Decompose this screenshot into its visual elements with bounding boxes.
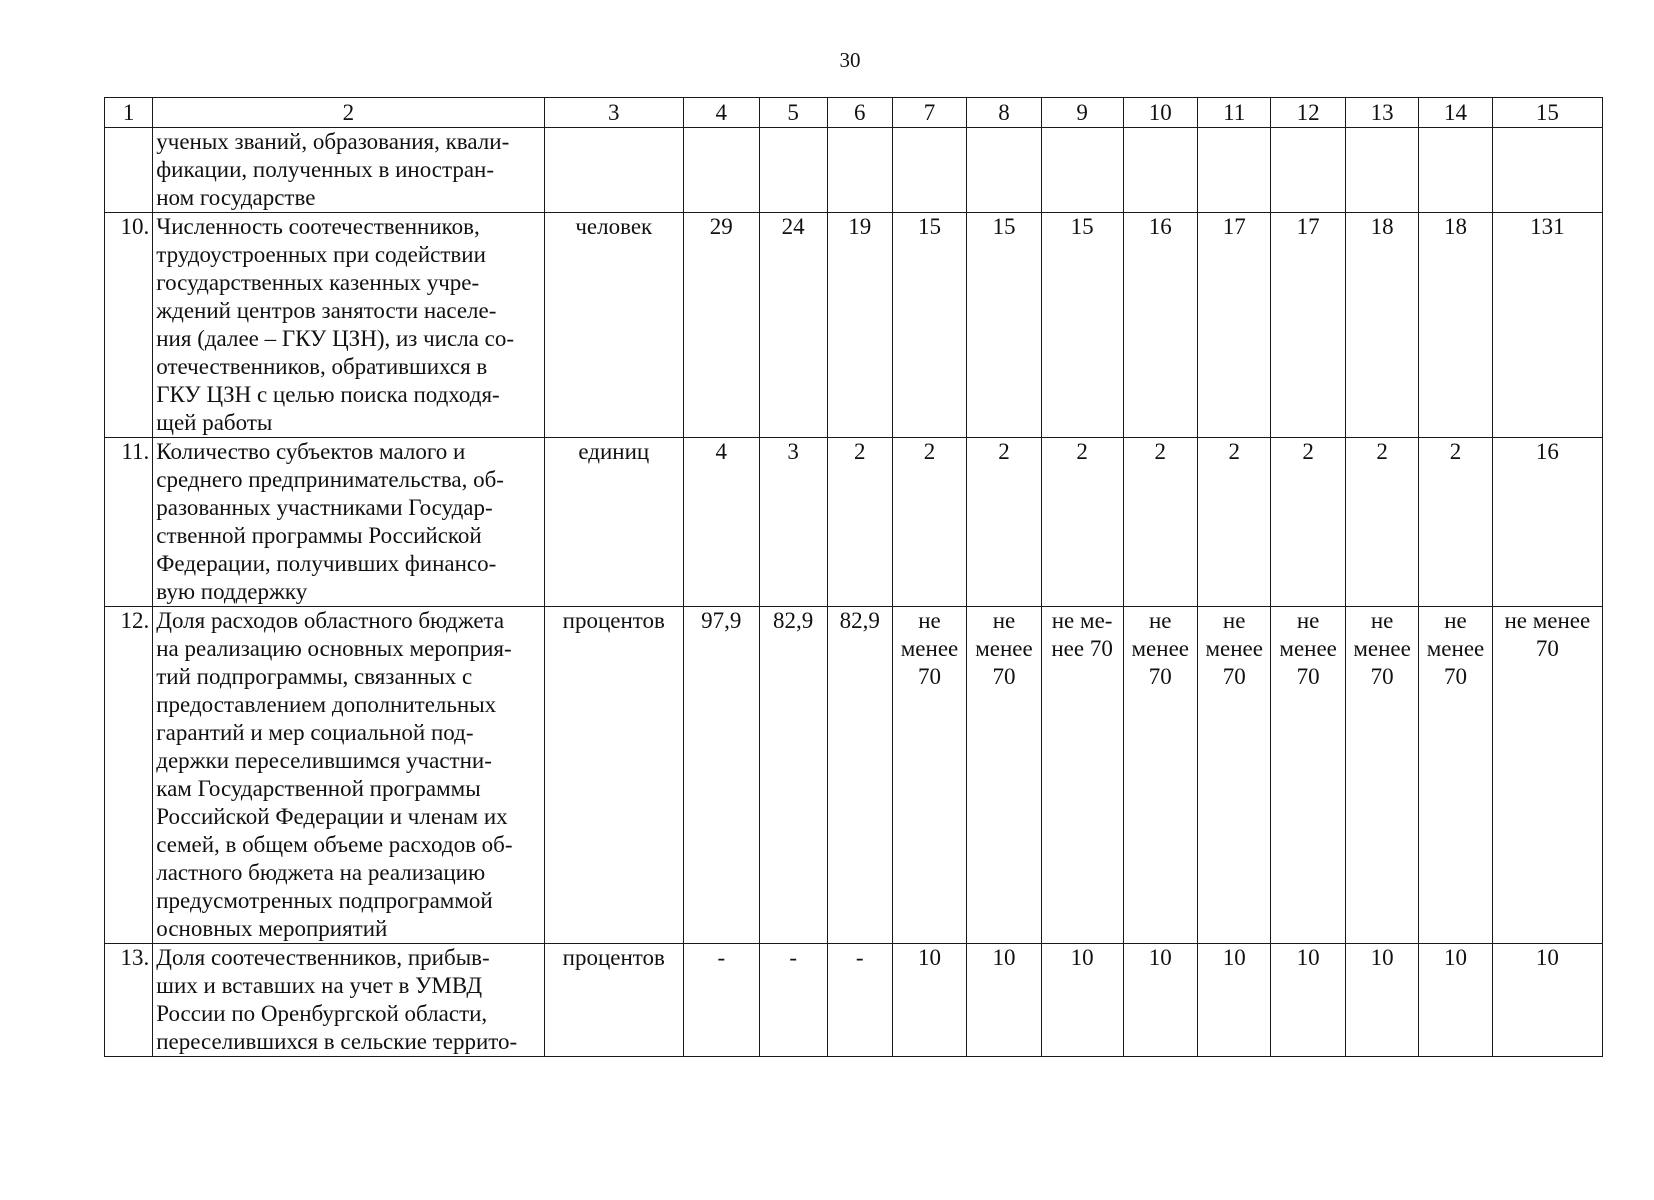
value-cell: 15 <box>1041 213 1123 438</box>
value-cell: 16 <box>1123 213 1197 438</box>
unit-cell: процентов <box>544 607 684 944</box>
value-cell: не менее 70 <box>1345 607 1418 944</box>
value-cell <box>1197 128 1270 213</box>
column-header: 3 <box>544 98 684 128</box>
value-cell: не менее 70 <box>892 607 966 944</box>
value-cell <box>1345 128 1418 213</box>
value-cell: не менее 70 <box>1123 607 1197 944</box>
value-cell: 2 <box>967 438 1041 607</box>
value-cell: 2 <box>1041 438 1123 607</box>
value-cell: 2 <box>1271 438 1345 607</box>
column-header: 2 <box>153 98 544 128</box>
indicator-name: ученых званий, образования, квали- фикации, полученных в иностран- ном государстве <box>153 128 544 213</box>
column-header: 1 <box>105 98 153 128</box>
value-cell: 18 <box>1345 213 1418 438</box>
column-header: 10 <box>1123 98 1197 128</box>
indicator-name: Количество субъектов малого и среднего предпринимательства, об- разованных участниками Государ- ственной программы Российской Федерации, получивших финансо- вую поддержку <box>153 438 544 607</box>
indicator-name: Доля расходов областного бюджета на реализацию основных мероприя- тий подпрограммы, связанных с предоставлением дополнительных гарантий и мер социальной под- держки переселившимся участни- кам Государственной программы Российской Федерации и членам их семей, в общем объеме расходов об- ластного бюджета на реализацию предусмотренных подпрограммой основных мероприятий <box>153 607 544 944</box>
value-cell: - <box>827 944 892 1057</box>
value-cell: 10 <box>892 944 966 1057</box>
unit-cell: человек <box>544 213 684 438</box>
indicator-name: Численность соотечественников, трудоустроенных при содействии государственных казенных учре- ждений центров занятости населе- ния (далее – ГКУ ЦЗН), из числа со- отечественников, обратившихся в ГКУ ЦЗН с целью поиска подходя- щей работы <box>153 213 544 438</box>
value-cell <box>827 128 892 213</box>
value-cell: 2 <box>1419 438 1492 607</box>
unit-cell <box>544 128 684 213</box>
column-header: 9 <box>1041 98 1123 128</box>
row-number: 10. <box>105 213 153 438</box>
value-cell: 15 <box>892 213 966 438</box>
page-number: 30 <box>839 48 861 72</box>
value-cell: 97,9 <box>684 607 760 944</box>
column-header: 6 <box>827 98 892 128</box>
unit-cell: единиц <box>544 438 684 607</box>
column-header: 7 <box>892 98 966 128</box>
value-cell <box>1492 128 1602 213</box>
value-cell: 16 <box>1492 438 1602 607</box>
value-cell: 2 <box>827 438 892 607</box>
value-cell: 3 <box>759 438 827 607</box>
value-cell: 4 <box>684 438 760 607</box>
row-number <box>105 128 153 213</box>
value-cell: 17 <box>1197 213 1270 438</box>
table-row <box>105 213 1603 438</box>
table-row <box>105 438 1603 607</box>
indicator-name: Доля соотечественников, прибыв- ших и вставших на учет в УМВД России по Оренбургской области, переселившихся в сельские террито- <box>153 944 544 1057</box>
value-cell: 2 <box>1197 438 1270 607</box>
column-header: 15 <box>1492 98 1602 128</box>
value-cell: не менее 70 <box>1419 607 1492 944</box>
value-cell: 10 <box>1041 944 1123 1057</box>
value-cell: 10 <box>1197 944 1270 1057</box>
column-header: 12 <box>1271 98 1345 128</box>
value-cell: 15 <box>967 213 1041 438</box>
value-cell <box>1419 128 1492 213</box>
table-row <box>105 128 1603 213</box>
table-body <box>105 128 1603 1057</box>
table-header <box>105 98 1603 128</box>
header-row <box>105 98 1603 128</box>
value-cell: 10 <box>1492 944 1602 1057</box>
value-cell: 18 <box>1419 213 1492 438</box>
value-cell: 24 <box>759 213 827 438</box>
table-row <box>105 607 1603 944</box>
value-cell: - <box>684 944 760 1057</box>
column-header: 8 <box>967 98 1041 128</box>
value-cell: 82,9 <box>759 607 827 944</box>
value-cell <box>1123 128 1197 213</box>
value-cell: 17 <box>1271 213 1345 438</box>
value-cell: 131 <box>1492 213 1602 438</box>
value-cell: 2 <box>1345 438 1418 607</box>
value-cell: 82,9 <box>827 607 892 944</box>
value-cell: 29 <box>684 213 760 438</box>
value-cell: 10 <box>1271 944 1345 1057</box>
value-cell: не менее 70 <box>1271 607 1345 944</box>
column-header: 11 <box>1197 98 1270 128</box>
value-cell: не менее 70 <box>967 607 1041 944</box>
row-number: 13. <box>105 944 153 1057</box>
value-cell: 2 <box>892 438 966 607</box>
value-cell <box>684 128 760 213</box>
column-header: 13 <box>1345 98 1418 128</box>
row-number: 12. <box>105 607 153 944</box>
value-cell <box>892 128 966 213</box>
value-cell: не ме- нее 70 <box>1041 607 1123 944</box>
table-row <box>105 944 1603 1057</box>
value-cell: 10 <box>1345 944 1418 1057</box>
value-cell <box>1271 128 1345 213</box>
value-cell: 10 <box>967 944 1041 1057</box>
unit-cell: процентов <box>544 944 684 1057</box>
column-header: 4 <box>684 98 760 128</box>
value-cell <box>759 128 827 213</box>
value-cell: 10 <box>1419 944 1492 1057</box>
value-cell: не менее 70 <box>1492 607 1602 944</box>
row-number: 11. <box>105 438 153 607</box>
column-header: 14 <box>1419 98 1492 128</box>
value-cell: - <box>759 944 827 1057</box>
column-header: 5 <box>759 98 827 128</box>
value-cell: 10 <box>1123 944 1197 1057</box>
value-cell <box>967 128 1041 213</box>
value-cell <box>1041 128 1123 213</box>
value-cell: 19 <box>827 213 892 438</box>
indicators-table <box>104 97 1603 1057</box>
value-cell: не менее 70 <box>1197 607 1270 944</box>
value-cell: 2 <box>1123 438 1197 607</box>
